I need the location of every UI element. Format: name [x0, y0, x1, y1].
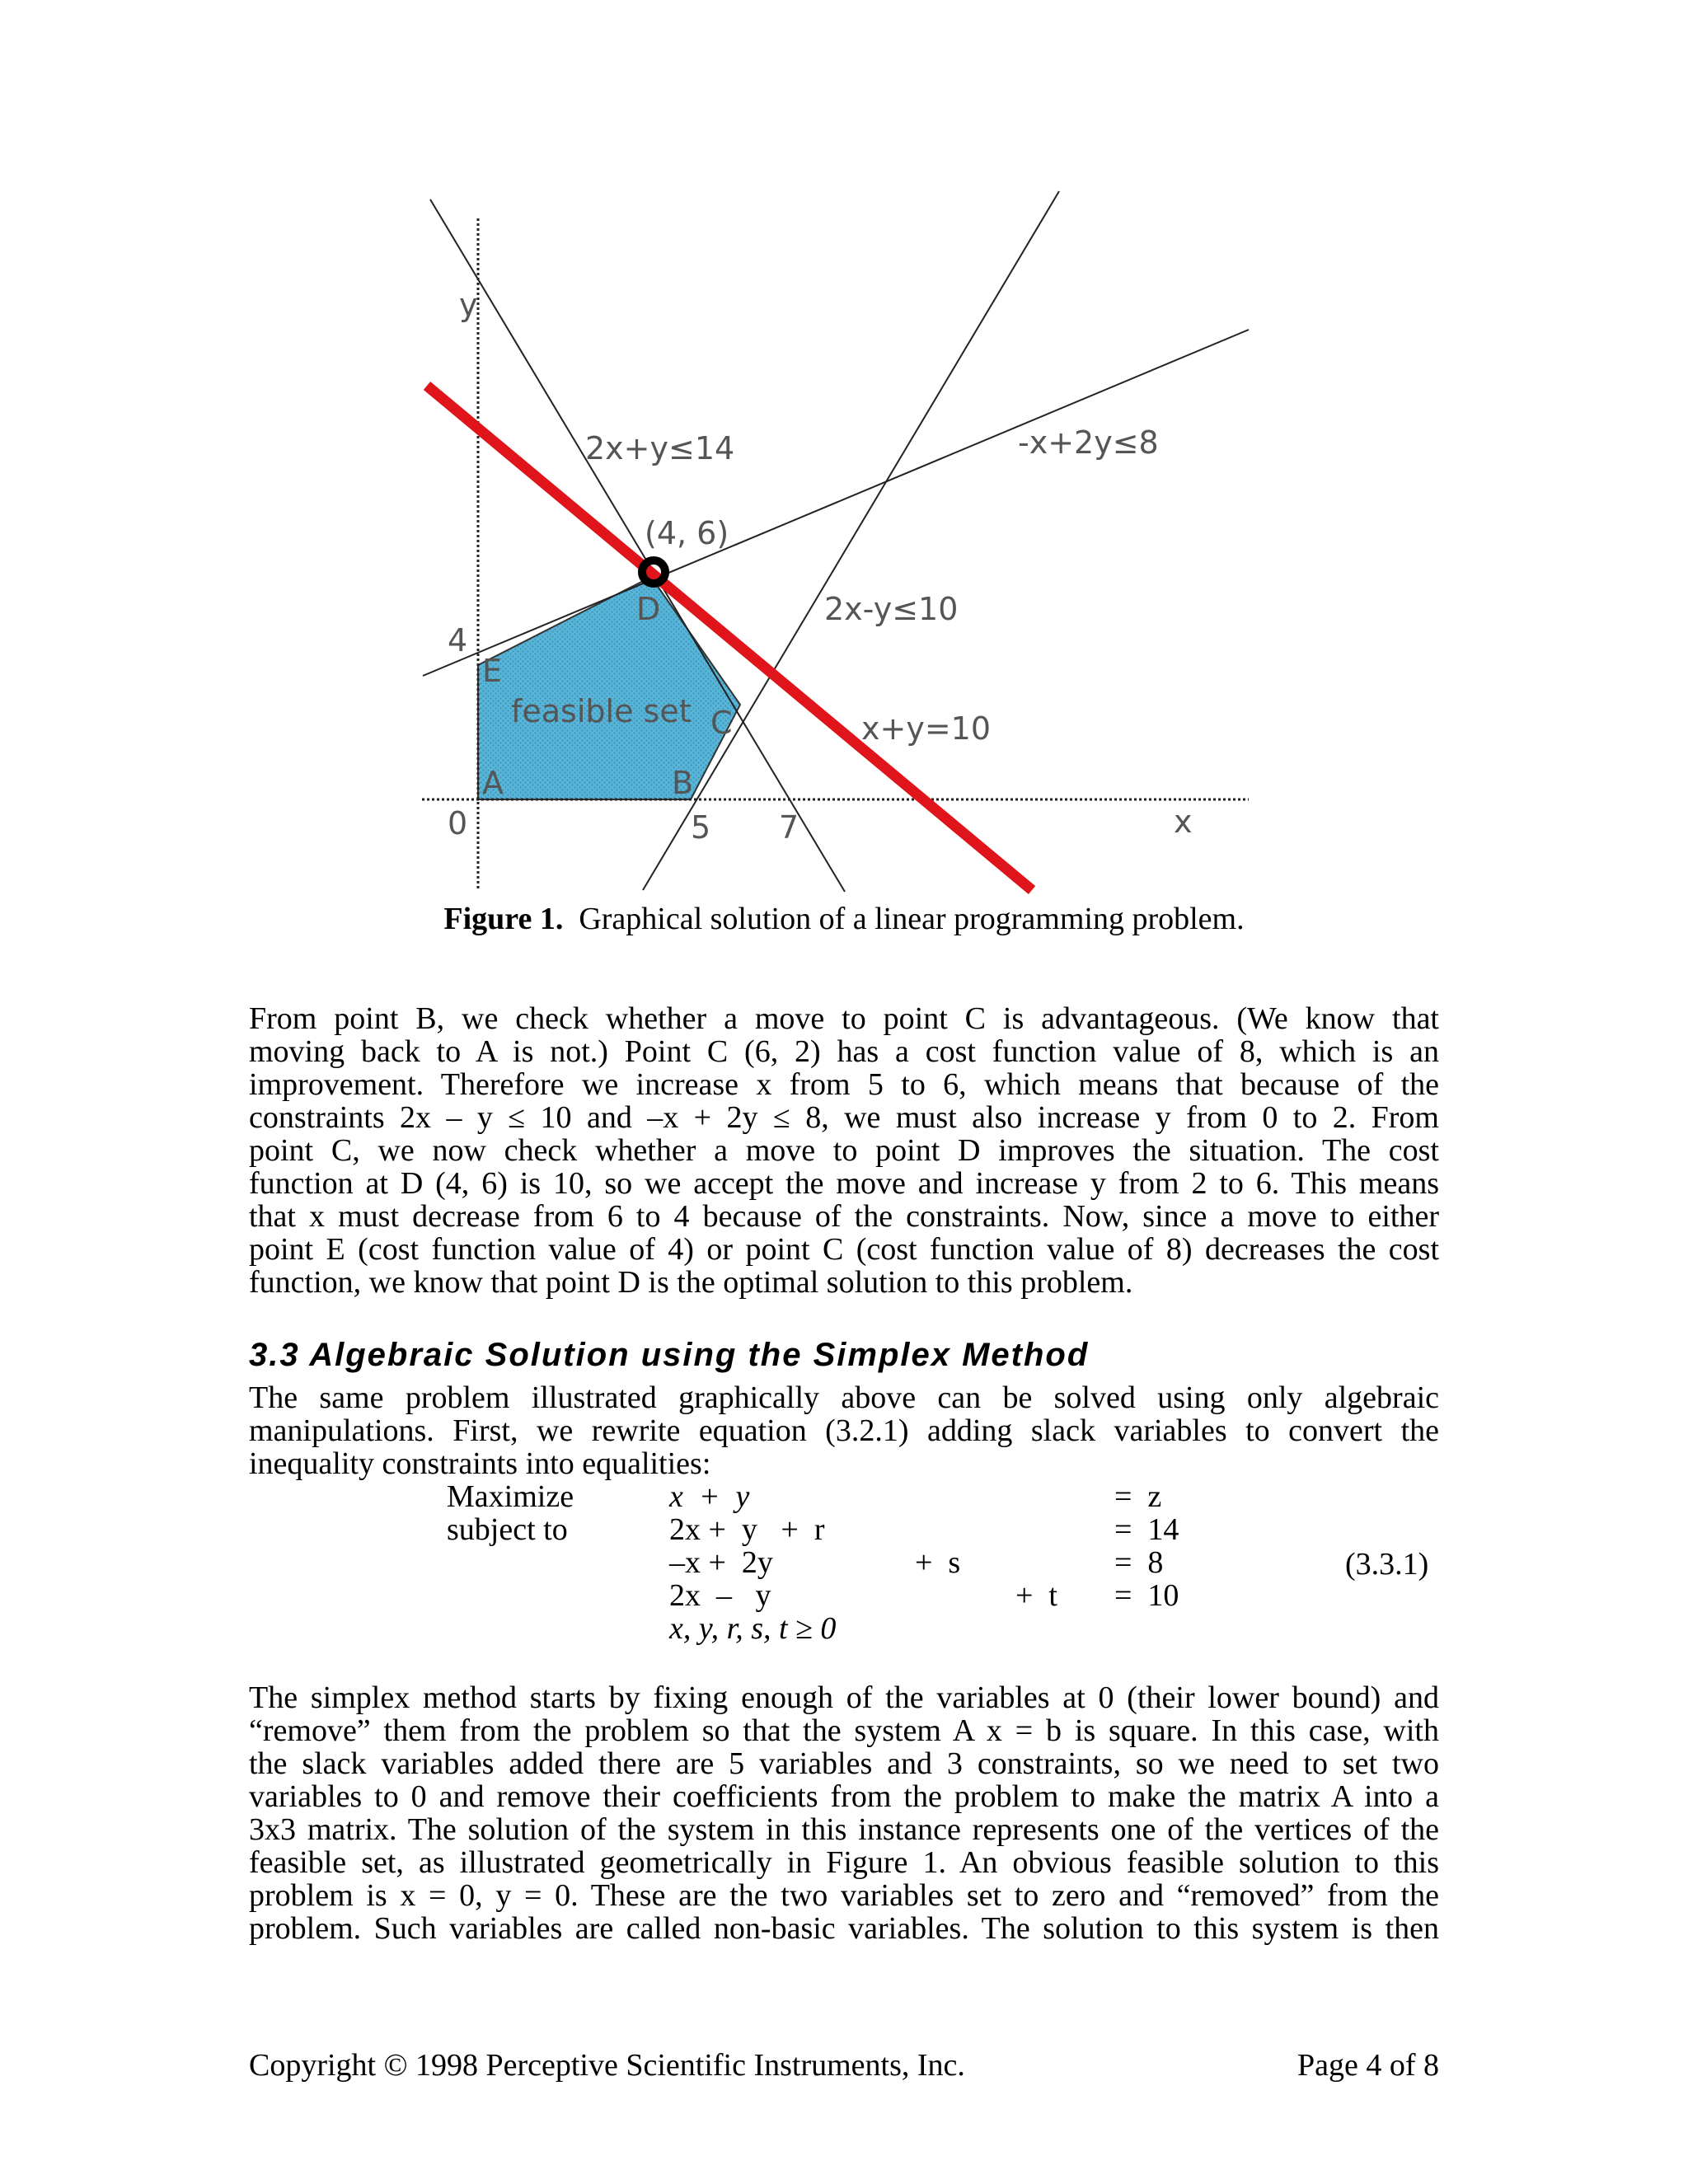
- text-line: point C, we now check whether a move to point D improves the situation. The cost: [249, 1133, 1439, 1168]
- footer-copyright: Copyright © 1998 Perceptive Scientific Instruments, Inc.: [249, 2048, 965, 2083]
- text-line: variables to 0 and remove their coefficients from the problem to make the matrix A into a: [249, 1779, 1439, 1814]
- equation-number: (3.3.1): [1345, 1547, 1429, 1582]
- eq-row-2: 2x + y + r: [669, 1512, 825, 1547]
- paragraph-algebraic-intro: [249, 1381, 1439, 1480]
- text-line: improvement. Therefore we increase x from 5 to 6, which means that because of the: [249, 1067, 1439, 1102]
- cost-line-label: x+y=10: [861, 710, 992, 747]
- figure-caption: [0, 900, 1688, 938]
- constraint-label-3: 2x-y≤10: [824, 591, 959, 627]
- caption-label: Figure 1.: [443, 902, 564, 936]
- point-d-coords: (4, 6): [645, 515, 729, 551]
- text-line: that x must decrease from 6 to 4 because of the constraints. Now, since a move to either: [249, 1199, 1439, 1234]
- eq-row-3: –x + 2y: [669, 1545, 773, 1580]
- paragraph-vertex-walk: [249, 1002, 1439, 1299]
- text-line: feasible set, as illustrated geometrically in Figure 1. An obvious feasible solution to this: [249, 1845, 1439, 1880]
- figure-1: [412, 185, 1269, 894]
- eq-rhs-1: = z: [1114, 1479, 1162, 1514]
- text-line: inequality constraints into equalities:: [249, 1446, 711, 1481]
- eq-row-1: x + y: [669, 1479, 750, 1514]
- text-line: constraints 2x – y ≤ 10 and –x + 2y ≤ 8, we must also increase y from 0 to 2. From: [249, 1100, 1439, 1135]
- text-line: The same problem illustrated graphically above can be solved using only algebraic: [249, 1380, 1439, 1415]
- caption-text: Graphical solution of a linear programming problem.: [579, 902, 1245, 936]
- eq-subject-to: subject to: [447, 1512, 568, 1547]
- text-line: From point B, we check whether a move to point C is advantageous. (We know that: [249, 1001, 1439, 1036]
- text-line: function at D (4, 6) is 10, so we accept the move and increase y from 2 to 6. This means: [249, 1166, 1439, 1201]
- text-line: The simplex method starts by fixing enough of the variables at 0 (their lower bound) and: [249, 1680, 1439, 1715]
- text-line: “remove” them from the problem so that the system A x = b is square. In this case, with: [249, 1713, 1439, 1748]
- eq-row-4: 2x – y: [669, 1578, 771, 1613]
- constraint-label-2: -x+2y≤8: [1018, 424, 1159, 461]
- eq-maximize: Maximize: [447, 1479, 574, 1514]
- y-axis-label: y: [459, 287, 478, 323]
- lp-graph: [412, 185, 1269, 894]
- text-line: function, we know that point D is the optimal solution to this problem.: [249, 1265, 1133, 1300]
- tick-label-7: 7: [779, 809, 799, 846]
- constraint-label-1: 2x+y≤14: [585, 430, 735, 466]
- text-line: 3x3 matrix. The solution of the system in this instance represents one of the vertices of the: [249, 1812, 1439, 1847]
- vertex-label-b: B: [672, 765, 694, 801]
- vertex-label-d: D: [636, 591, 661, 627]
- eq-rhs-4: = 10: [1114, 1578, 1179, 1613]
- eq-rhs-2: = 14: [1114, 1512, 1179, 1547]
- paragraph-simplex-method: [249, 1681, 1439, 1945]
- feasible-set-label: feasible set: [511, 693, 692, 729]
- eq-row-4-slack: + t: [1015, 1578, 1057, 1613]
- x-axis-label: x: [1174, 804, 1193, 840]
- text-line: the slack variables added there are 5 variables and 3 constraints, so we need to set two: [249, 1746, 1439, 1781]
- section-heading: 3.3 Algebraic Solution using the Simplex Method: [249, 1337, 1090, 1373]
- text-line: moving back to A is not.) Point C (6, 2) has a cost function value of 8, which is an: [249, 1034, 1439, 1069]
- tick-label-origin: 0: [448, 805, 468, 841]
- vertex-label-c: C: [710, 705, 733, 741]
- text-line: problem. Such variables are called non-basic variables. The solution to this system is then: [249, 1911, 1439, 1946]
- vertex-label-a: A: [482, 765, 504, 801]
- text-line: point E (cost function value of 4) or point C (cost function value of 8) decreases the cost: [249, 1232, 1439, 1267]
- tick-label-5: 5: [691, 809, 711, 846]
- eq-row-3-slack: + s: [915, 1545, 961, 1580]
- vertex-label-e: E: [482, 653, 503, 689]
- tick-label-4: 4: [448, 622, 468, 658]
- eq-nonnegativity: x, y, r, s, t ≥ 0: [669, 1611, 837, 1646]
- eq-rhs-3: = 8: [1114, 1545, 1164, 1580]
- text-line: problem is x = 0, y = 0. These are the two variables set to zero and “removed” from the: [249, 1878, 1439, 1913]
- text-line: manipulations. First, we rewrite equation (3.2.1) adding slack variables to convert the: [249, 1413, 1439, 1448]
- footer-page-number: Page 4 of 8: [1296, 2048, 1439, 2083]
